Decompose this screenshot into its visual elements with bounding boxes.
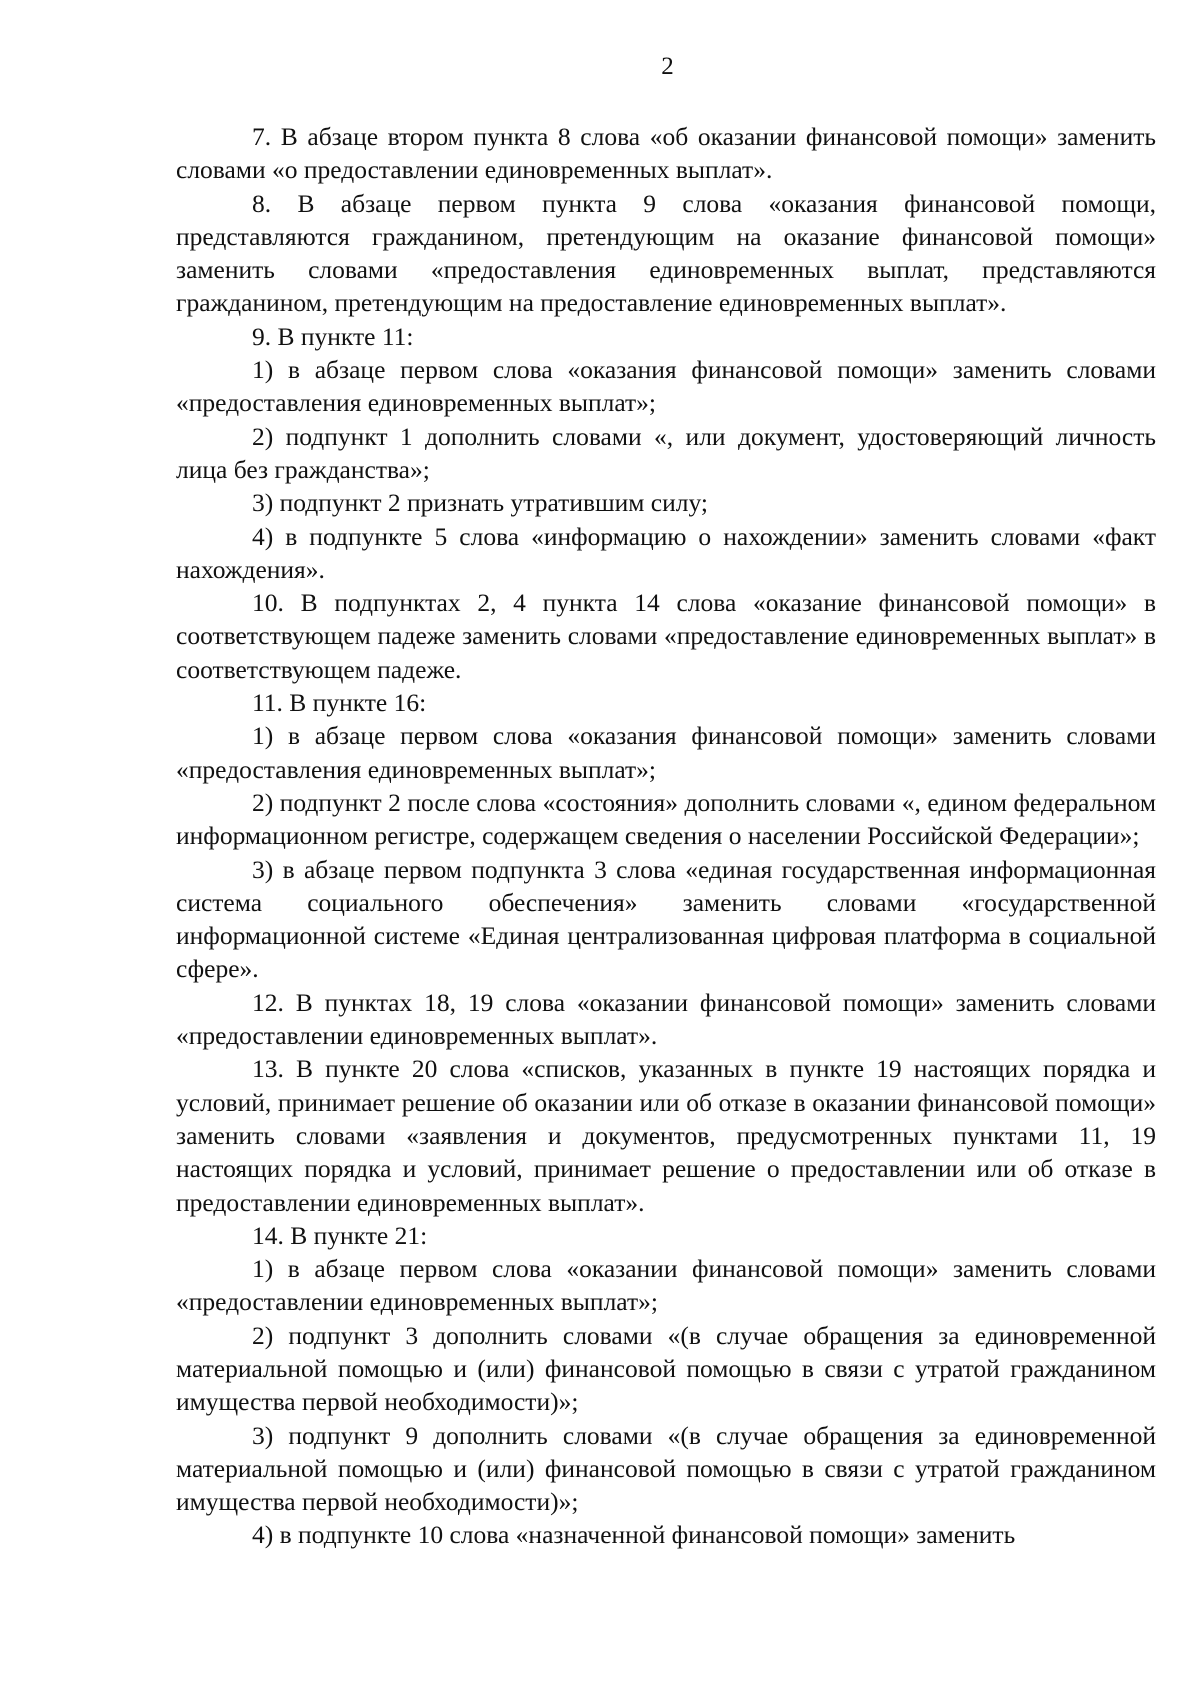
paragraph-9-sub-4: 4) в подпункте 5 слова «информацию о нахождении» заменить словами «факт нахождения». <box>176 521 1156 584</box>
paragraph-14-sub-1: 1) в абзаце первом слова «оказании финансовой помощи» заменить словами «предоставлении единовременных выплат»; <box>176 1254 1156 1317</box>
paragraph-11-sub-2: 2) подпункт 2 после слова «состояния» дополнить словами «, едином федеральном информационном регистре, содержащем сведения о населении Российской Федерации»; <box>176 787 1156 851</box>
paragraph-14-sub-2: 2) подпункт 3 дополнить словами «(в случае обращения за единовременной материальной помощью и (или) финансовой помощью в связи с утратой гражданином имущества первой необходимости)»; <box>176 1320 1156 1417</box>
paragraph-11-sub-3: 3) в абзаце первом подпункта 3 слова «единая государственная информационная система социального обеспечения» заменить словами «государственной информационной системе «Единая централизованная цифровая платформа в социальной сфере». <box>176 854 1156 984</box>
paragraph-14-sub-4: 4) в подпункте 10 слова «назначенной финансовой помощи» заменить <box>252 1520 1016 1550</box>
paragraph-10: 10. В подпунктах 2, 4 пункта 14 слова «оказание финансовой помощи» в соответствующем падеже заменить словами «предоставление единовременных выплат» в соответствующем падеже. <box>176 588 1156 684</box>
paragraph-9: 9. В пункте 11: <box>252 321 414 351</box>
paragraph-9-sub-3: 3) подпункт 2 признать утратившим силу; <box>252 488 708 518</box>
paragraph-9-sub-2: 2) подпункт 1 дополнить словами «, или документ, удостоверяющий личность лица без гражданства»; <box>176 421 1156 484</box>
paragraph-12: 12. В пунктах 18, 19 слова «оказании финансовой помощи» заменить словами «предоставлении единовременных выплат». <box>176 987 1156 1051</box>
paragraph-11: 11. В пункте 16: <box>252 688 427 718</box>
paragraph-13: 13. В пункте 20 слова «списков, указанных в пункте 19 настоящих порядка и условий, принимает решение об оказании или об отказе в оказании финансовой помощи» заменить словами «заявления и документов, предусмотренных пунктами 11, 19 настоящих порядка и условий, принимает решение о предоставлении или об отказе в предоставлении единовременных выплат». <box>176 1054 1156 1217</box>
document-body <box>176 120 1156 1552</box>
paragraph-14: 14. В пункте 21: <box>252 1220 428 1250</box>
paragraph-14-sub-3: 3) подпункт 9 дополнить словами «(в случае обращения за единовременной материальной помощью и (или) финансовой помощью в связи с утратой гражданином имущества первой необходимости)»; <box>176 1420 1156 1517</box>
paragraph-8: 8. В абзаце первом пункта 9 слова «оказания финансовой помощи, представляются гражданином, претендующим на оказание финансовой помощи» заменить словами «предоставления единовременных выплат, представляются гражданином, претендующим на предоставление единовременных выплат». <box>176 188 1156 318</box>
paragraph-9-sub-1: 1) в абзаце первом слова «оказания финансовой помощи» заменить словами «предоставления единовременных выплат»; <box>176 355 1156 418</box>
paragraph-11-sub-1: 1) в абзаце первом слова «оказания финансовой помощи» заменить словами «предоставления единовременных выплат»; <box>176 721 1156 784</box>
page-number: 2 <box>661 53 674 80</box>
paragraph-7: 7. В абзаце втором пункта 8 слова «об оказании финансовой помощи» заменить словами «о предоставлении единовременных выплат». <box>176 122 1156 185</box>
